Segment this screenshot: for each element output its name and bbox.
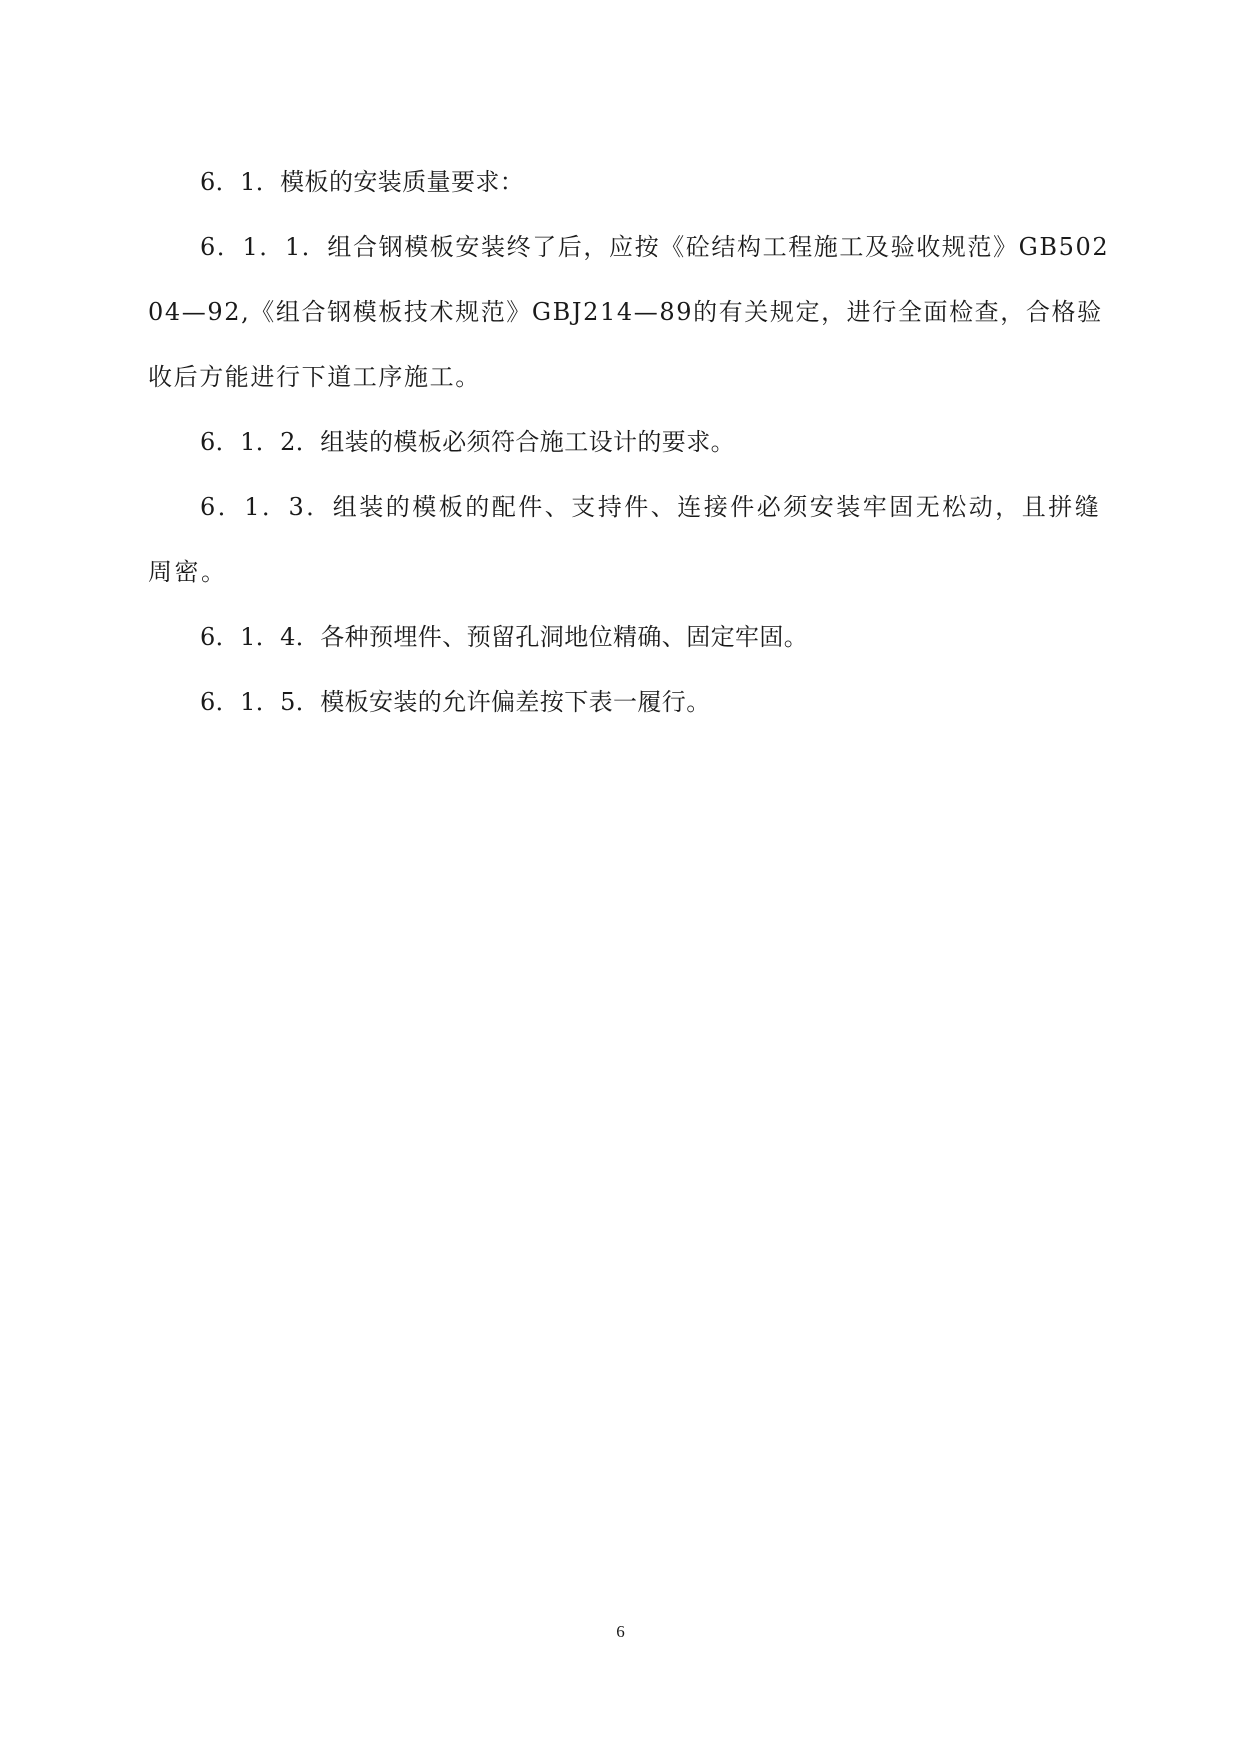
paragraph: 6．1．4．各种预埋件、预留孔洞地位精确、固定牢固。 xyxy=(200,623,809,651)
paragraph: 6．1．1．组合钢模板安装终了后，应按《砼结构工程施工及验收规范》GB50204—92,《组合钢模板技术规范》GBJ214—89的有关规定，进行全面检查，合格验收后方能进行下道工序施工。 xyxy=(148,233,1110,391)
paragraph: 6．1．3．组装的模板的配件、支持件、连接件必须安装牢固无松动，且拼缝周密。 xyxy=(148,493,1102,586)
paragraph: 6．1．2．组装的模板必须符合施工设计的要求。 xyxy=(200,428,736,456)
document-body xyxy=(148,150,1116,735)
section-heading: 6．1．模板的安装质量要求： xyxy=(200,168,525,196)
page-number: 6 xyxy=(616,1622,625,1641)
paragraph: 6．1．5．模板安装的允许偏差按下表一履行。 xyxy=(200,688,711,716)
